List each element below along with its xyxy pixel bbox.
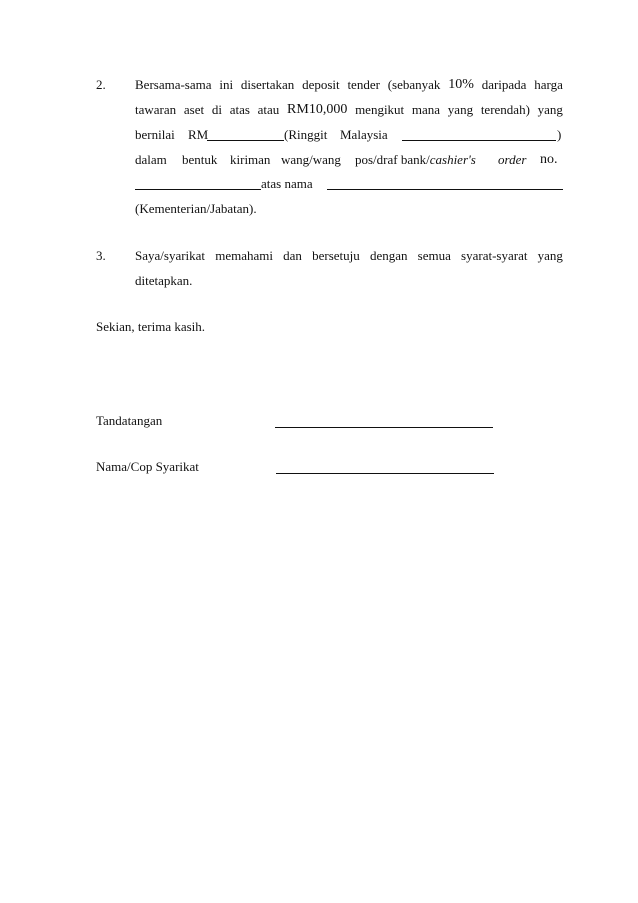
word: order bbox=[498, 152, 527, 167]
word: memahami bbox=[215, 248, 273, 263]
item-3-line-2: ditetapkan. bbox=[135, 273, 193, 288]
word: 10% bbox=[448, 77, 474, 92]
amount-words-blank[interactable] bbox=[402, 127, 556, 141]
word: kiriman bbox=[230, 152, 271, 167]
item-2-line-2 bbox=[135, 101, 563, 119]
word: Bersama-sama bbox=[135, 77, 212, 92]
item-2-line-3 bbox=[135, 126, 563, 144]
word: terendah) bbox=[480, 102, 530, 117]
word: no. bbox=[540, 152, 558, 167]
word: yang bbox=[447, 102, 474, 117]
word: tender bbox=[347, 77, 380, 92]
payment-method bbox=[355, 151, 476, 169]
word: RM10,000 bbox=[287, 102, 348, 117]
item-2-line-4 bbox=[135, 151, 563, 169]
word: mana bbox=[411, 102, 441, 117]
word: atau bbox=[257, 102, 280, 117]
word: dan bbox=[283, 248, 302, 263]
word: di bbox=[211, 102, 222, 117]
item-2-line-5 bbox=[135, 175, 563, 193]
word: semua bbox=[417, 248, 451, 263]
word: dengan bbox=[369, 248, 408, 263]
word: syarat-syarat bbox=[461, 248, 528, 263]
word: dalam bbox=[135, 152, 167, 167]
word: yang bbox=[537, 102, 563, 117]
word: atas bbox=[229, 102, 250, 117]
signature-label: Tandatangan bbox=[96, 413, 163, 428]
word: Malaysia bbox=[340, 127, 388, 142]
word: cashier's bbox=[429, 152, 476, 167]
item-3-number: 3. bbox=[96, 248, 106, 263]
item-3-line-1 bbox=[135, 247, 563, 265]
word: mengikut bbox=[355, 102, 405, 117]
word: pos/draf bank/ bbox=[355, 152, 430, 167]
word: aset bbox=[183, 102, 205, 117]
word: ini bbox=[219, 77, 234, 92]
word: bentuk bbox=[182, 152, 218, 167]
signature-line[interactable] bbox=[275, 427, 493, 428]
payee-name-blank[interactable] bbox=[327, 176, 563, 190]
word: tawaran bbox=[135, 102, 177, 117]
word: Saya/syarikat bbox=[135, 248, 206, 263]
word: disertakan bbox=[240, 77, 295, 92]
word: wang/wang bbox=[281, 152, 341, 167]
item-2-number: 2. bbox=[96, 77, 106, 92]
word: bernilai bbox=[135, 127, 175, 142]
name-stamp-label: Nama/Cop Syarikat bbox=[96, 459, 199, 474]
item-2-line-1 bbox=[135, 76, 563, 94]
word: (Ringgit bbox=[284, 127, 328, 142]
reference-number-blank[interactable] bbox=[135, 176, 261, 190]
word: atas nama bbox=[261, 176, 313, 191]
closing-text: Sekian, terima kasih. bbox=[96, 319, 206, 334]
amount-blank[interactable] bbox=[207, 127, 284, 141]
word: harga bbox=[534, 77, 563, 92]
word: daripada bbox=[481, 77, 527, 92]
word: deposit bbox=[302, 77, 340, 92]
word: RM bbox=[188, 127, 209, 142]
word: ) bbox=[557, 127, 562, 142]
word: bersetuju bbox=[312, 248, 360, 263]
item-2-line-6: (Kementerian/Jabatan). bbox=[135, 201, 257, 216]
name-stamp-line[interactable] bbox=[276, 473, 494, 474]
word: (sebanyak bbox=[387, 77, 441, 92]
word: yang bbox=[537, 248, 563, 263]
